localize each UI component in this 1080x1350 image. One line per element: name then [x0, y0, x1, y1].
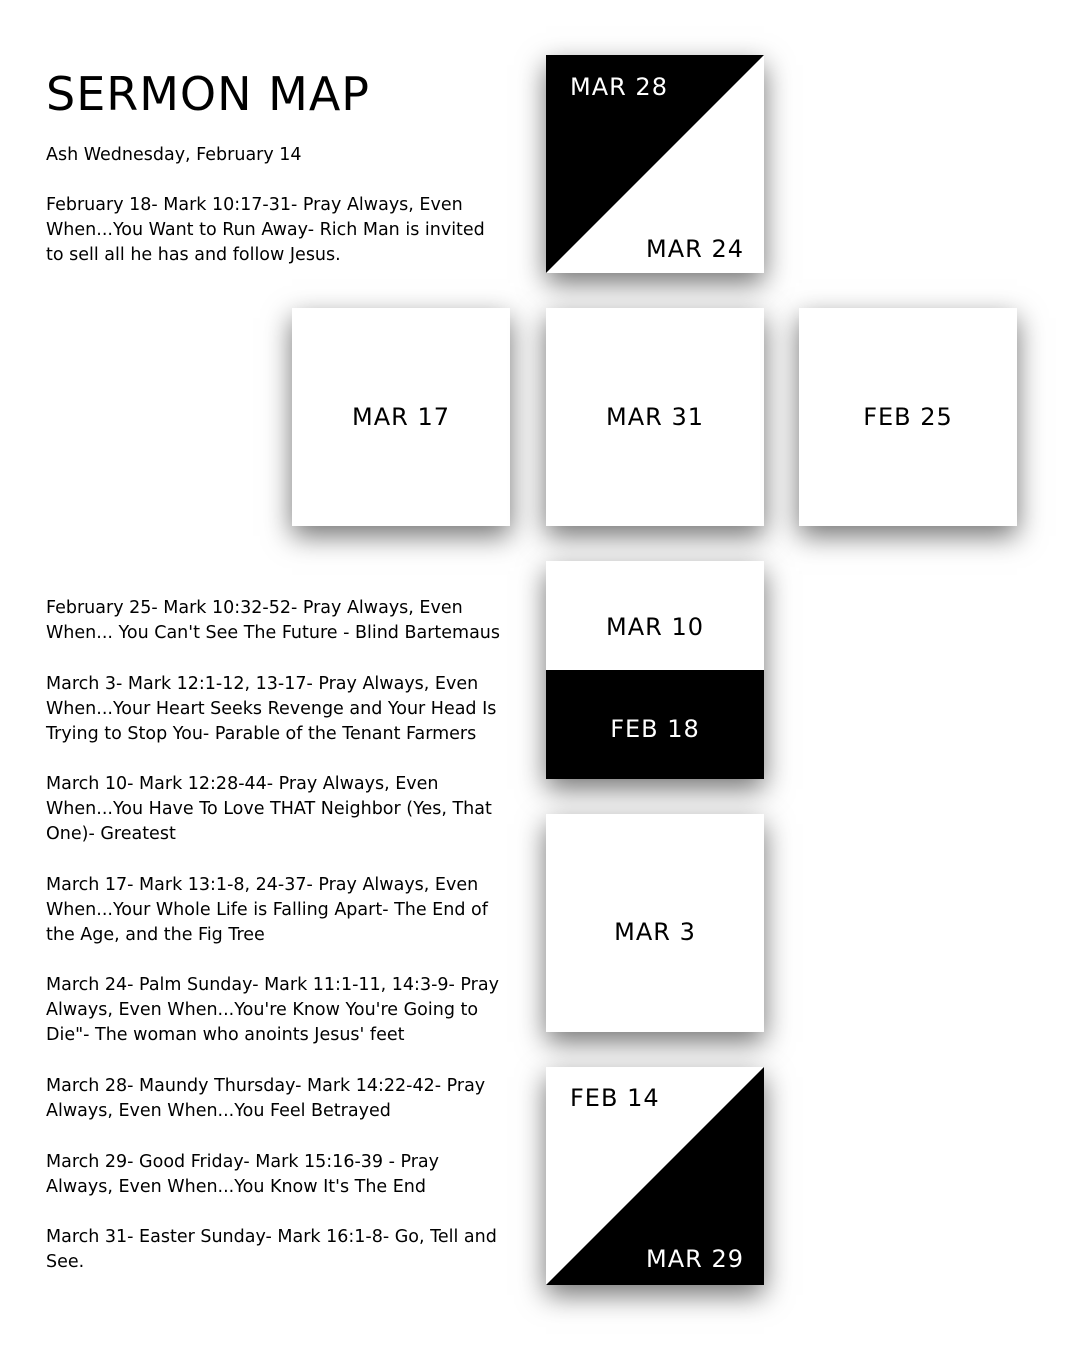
tile-label: MAR 17 [352, 403, 450, 431]
cross-tile-left [292, 308, 510, 526]
schedule-entry-mar-3: March 3- Mark 12:1-12, 13-17- Pray Always, Even When...Your Heart Seeks Revenge and Your Head Is Trying to Stop You- Parable of the Tenant Farmers [46, 674, 497, 744]
tile-label: MAR 3 [614, 918, 696, 946]
page-title: SERMON MAP [46, 67, 371, 121]
cross-tile-right [799, 308, 1017, 526]
schedule-entry-mar-17: March 17- Mark 13:1-8, 24-37- Pray Always, Even When...Your Whole Life is Falling Apart- The End of the Age, and the Fig Tree [46, 875, 488, 945]
tile-label-upper: MAR 28 [570, 73, 668, 101]
tile-label-top: MAR 10 [606, 613, 704, 641]
cross-tile-top [546, 55, 764, 273]
schedule-entry-feb-18: February 18- Mark 10:17-31- Pray Always, Even When...You Want to Run Away- Rich Man is invited to sell all he has and follow Jesus. [46, 195, 485, 265]
cross-tile-bottom [546, 1067, 764, 1285]
intro-date: Ash Wednesday, February 14 [46, 145, 302, 165]
schedule-entry-mar-24: March 24- Palm Sunday- Mark 11:1-11, 14:3-9- Pray Always, Even When...You're Know You're Going to Die"- The woman who anoints Jesus' feet [46, 975, 499, 1045]
cross-tile-center [546, 308, 764, 526]
tile-label-bottom: FEB 18 [610, 715, 700, 743]
schedule-entry-mar-28: March 28- Maundy Thursday- Mark 14:22-42- Pray Always, Even When...You Feel Betrayed [46, 1076, 486, 1121]
schedule-entry-mar-10: March 10- Mark 12:28-44- Pray Always, Even When...You Have To Love THAT Neighbor (Yes, That One)- Greatest [46, 774, 492, 844]
cross-tile-split [546, 561, 764, 779]
tile-label: FEB 25 [863, 403, 953, 431]
tile-label-upper: FEB 14 [570, 1084, 660, 1112]
schedule-entry-mar-29: March 29- Good Friday- Mark 15:16-39 - Pray Always, Even When...You Know It's The End [46, 1152, 439, 1197]
tile-label-lower: MAR 24 [646, 235, 744, 263]
cross-tile-lower [546, 814, 764, 1032]
schedule-entry-mar-31: March 31- Easter Sunday- Mark 16:1-8- Go, Tell and See. [46, 1227, 497, 1272]
schedule-entry-feb-25: February 25- Mark 10:32-52- Pray Always, Even When... You Can't See The Future - Blind Bartemaus [46, 598, 501, 643]
tile-label-lower: MAR 29 [646, 1245, 744, 1273]
tile-label: MAR 31 [606, 403, 704, 431]
